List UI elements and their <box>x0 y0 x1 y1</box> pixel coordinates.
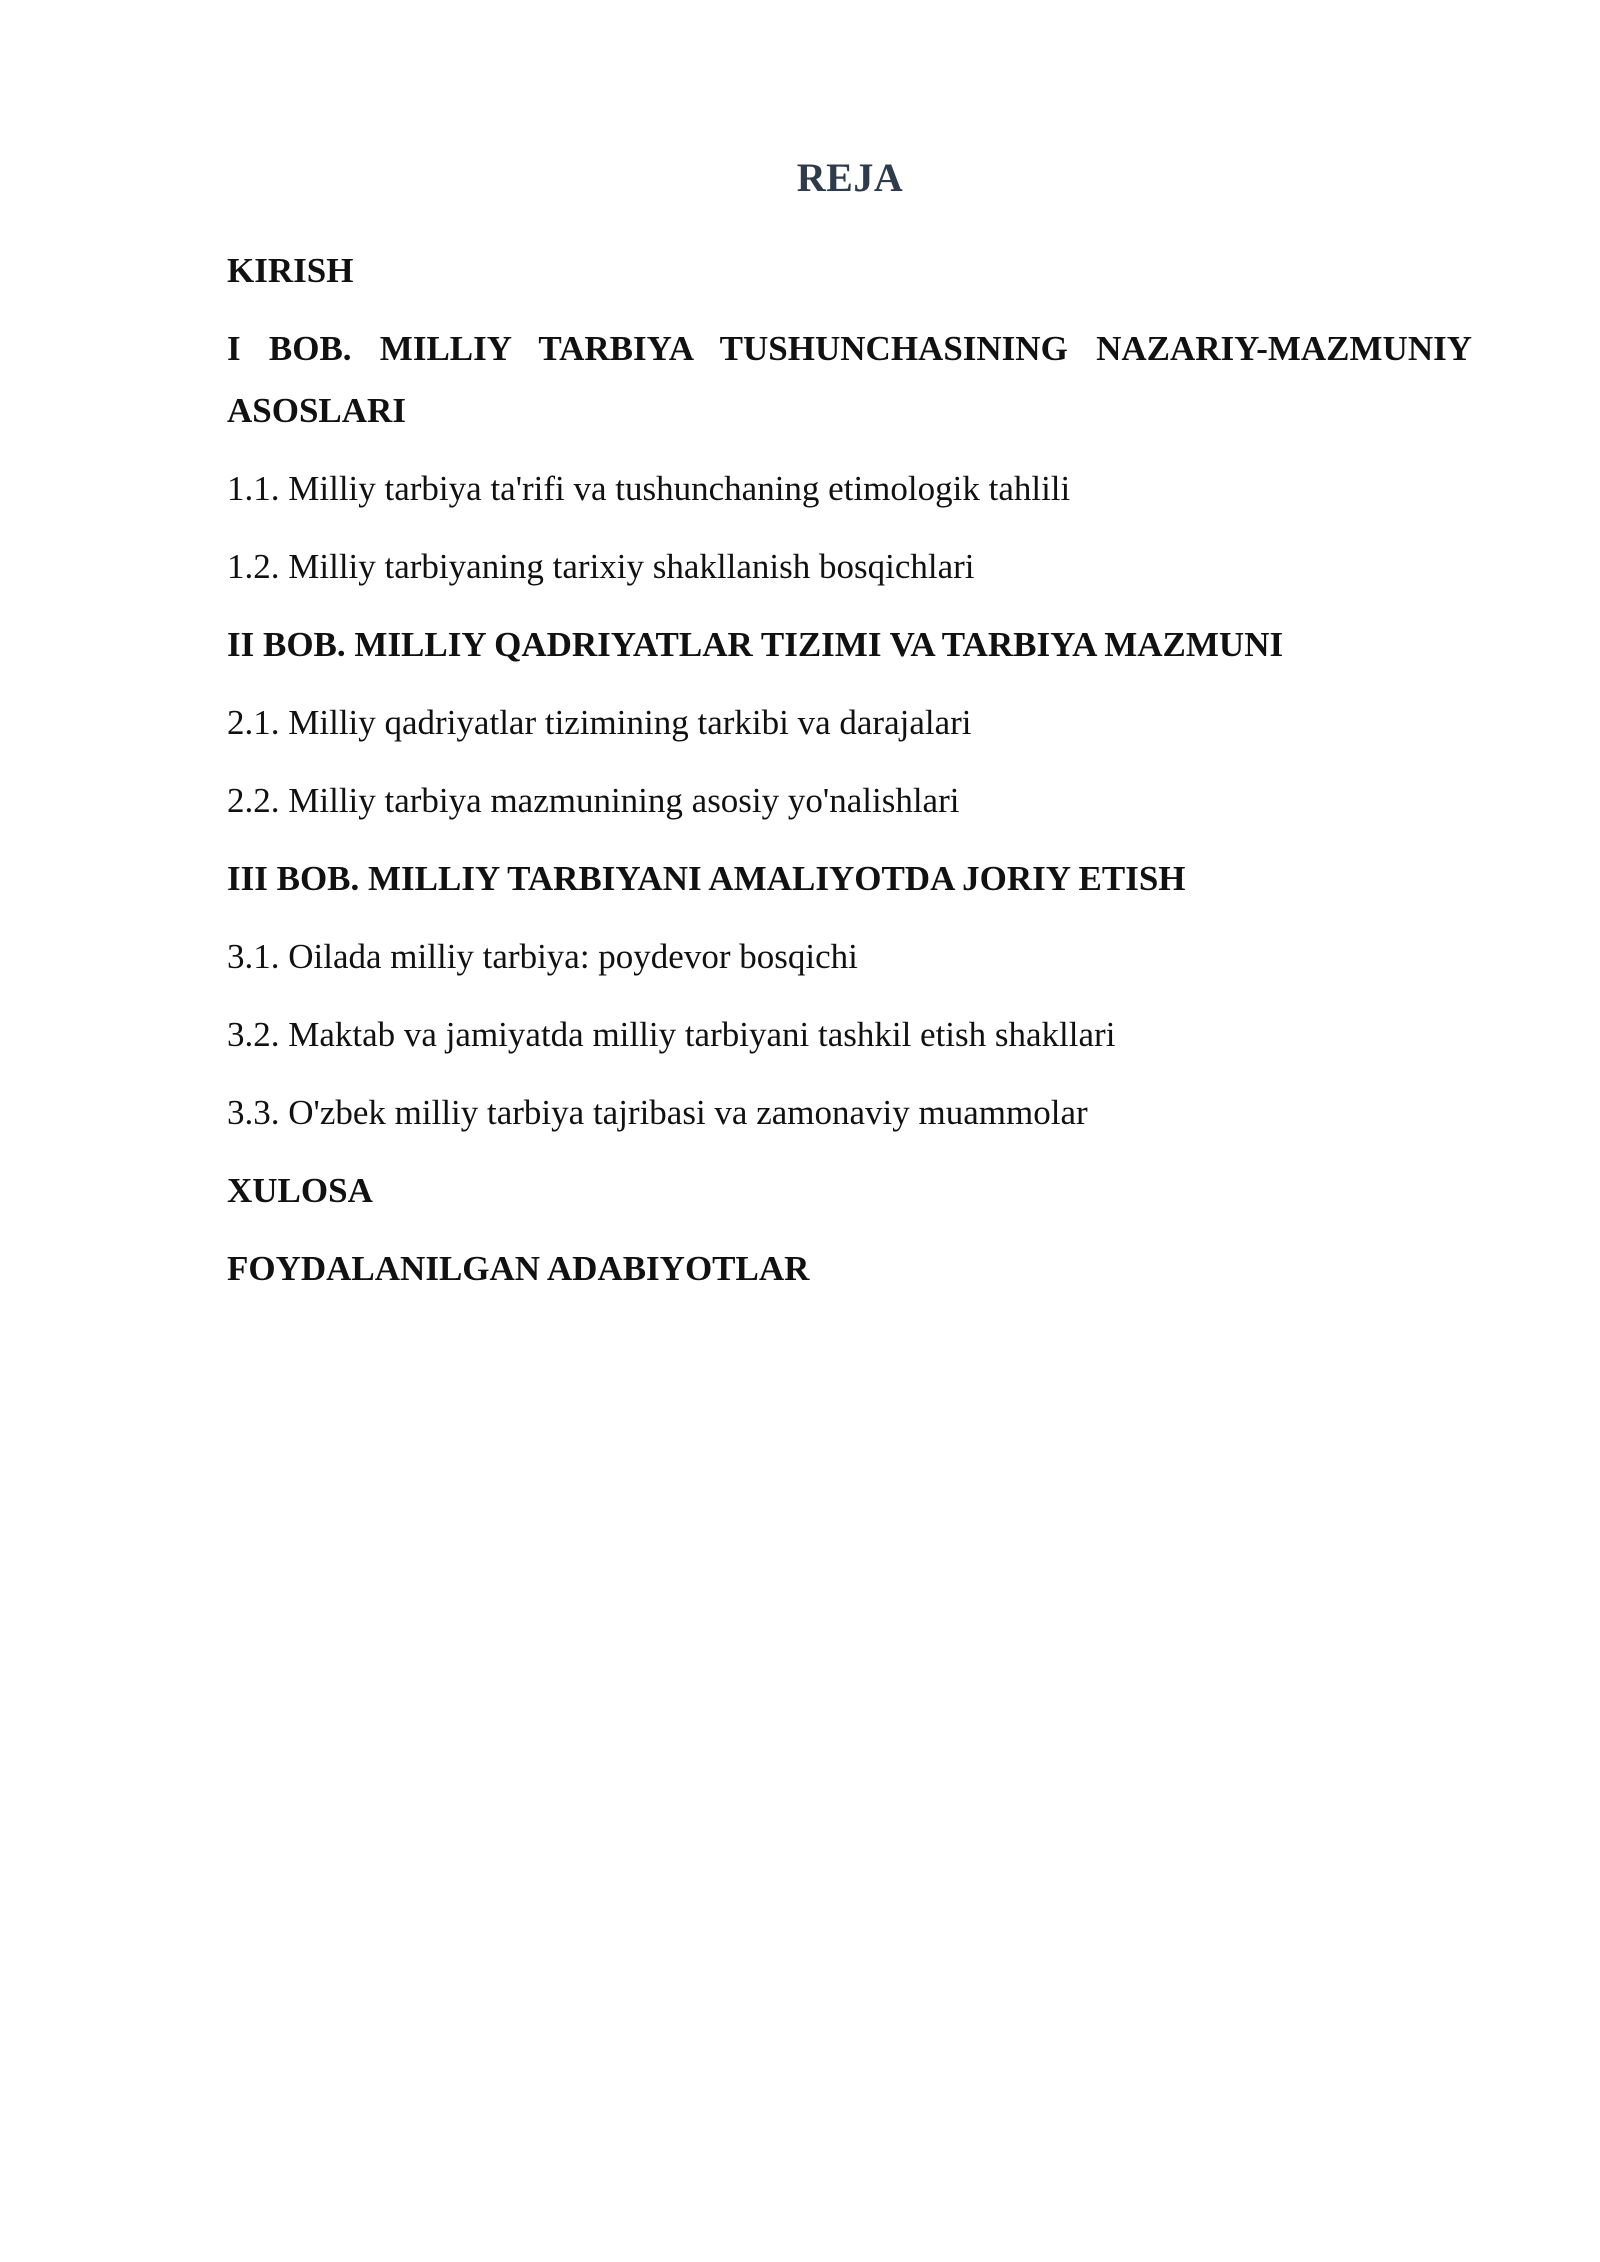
toc-entry-chapter-1: I BOB. MILLIY TARBIYA TUSHUNCHASINING NAZARIY-MAZMUNIY ASOSLARI <box>227 329 1472 430</box>
toc-entry-3-1: 3.1. Oilada milliy tarbiya: poydevor bosqichi <box>227 937 858 976</box>
toc-entry-kirish: KIRISH <box>227 251 354 290</box>
toc-entry-3-3: 3.3. O'zbek milliy tarbiya tajribasi va zamonaviy muammolar <box>227 1093 1088 1132</box>
page-title: REJA <box>796 155 904 200</box>
table-of-contents <box>227 240 1472 1316</box>
toc-entry-adabiyotlar: FOYDALANILGAN ADABIYOTLAR <box>227 1249 810 1288</box>
toc-entry-2-1: 2.1. Milliy qadriyatlar tizimining tarkibi va darajalari <box>227 703 972 742</box>
toc-entry-1-2: 1.2. Milliy tarbiyaning tarixiy shakllanish bosqichlari <box>227 547 975 586</box>
toc-entry-chapter-2: II BOB. MILLIY QADRIYATLAR TIZIMI VA TARBIYA MAZMUNI <box>227 625 1284 664</box>
toc-entry-chapter-3: III BOB. MILLIY TARBIYANI AMALIYOTDA JORIY ETISH <box>227 859 1186 898</box>
toc-entry-1-1: 1.1. Milliy tarbiya ta'rifi va tushunchaning etimologik tahlili <box>227 469 1071 508</box>
toc-entry-2-2: 2.2. Milliy tarbiya mazmunining asosiy yo'nalishlari <box>227 781 960 820</box>
toc-entry-xulosa: XULOSA <box>227 1171 373 1210</box>
toc-entry-3-2: 3.2. Maktab va jamiyatda milliy tarbiyani tashkil etish shakllari <box>227 1015 1116 1054</box>
